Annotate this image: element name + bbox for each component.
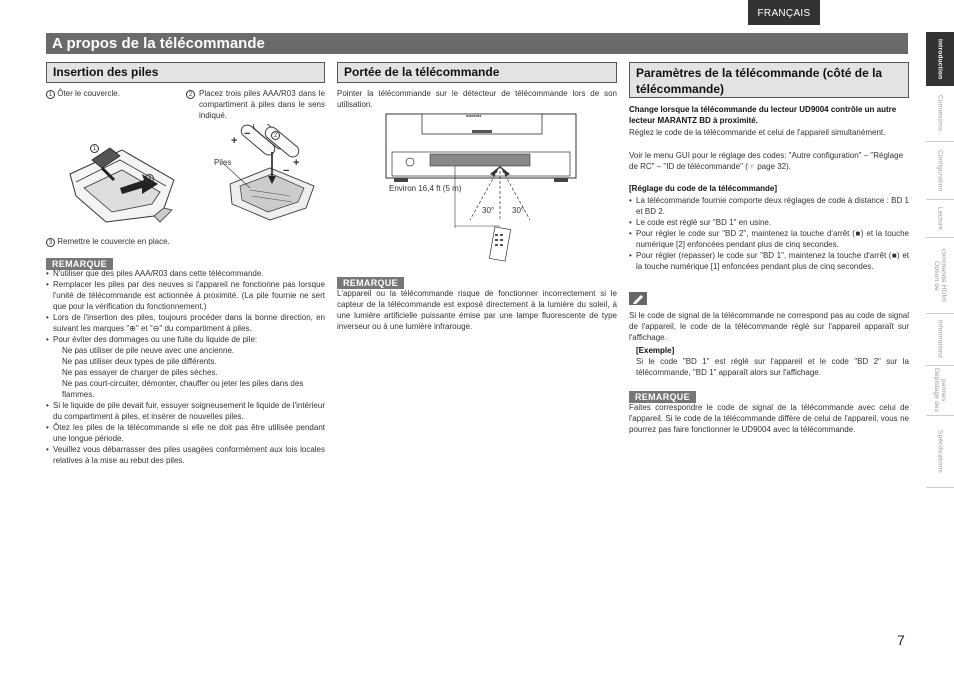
list-item: • Pour régler (repasser) le code sur "BD 1", maintenez la touche d'arrêt (■) et la touche numérique [1] enfoncées pendant plus de cinq secondes.: [629, 250, 909, 272]
nav-item-configuration[interactable]: [926, 142, 954, 200]
section-heading-settings: Paramètres de la télécommande (côté de la télécommande): [629, 62, 909, 98]
list-item: • Lors de l'insertion des piles, toujours procéder dans la bonne direction, en suivant les marques "⊕" et "⊖" du compartiment à piles.: [46, 312, 325, 334]
plus-symbol: +: [293, 157, 300, 169]
nav-item-hdmi[interactable]: [926, 238, 954, 314]
mark-1: 1: [90, 144, 99, 153]
step-2-text: Placez trois piles AAA/R03 dans le compartiment à piles dans le sens indiqué.: [199, 89, 325, 120]
angle-left: 30°: [482, 206, 495, 215]
list-item: • N'utiliser que des piles AAA/R03 dans cette télécommande.: [46, 268, 325, 279]
sub-line: Ne pas essayer de charger de piles sèches.: [62, 368, 218, 377]
nav-label: Option de: [933, 260, 940, 291]
range-label: Environ 16,4 ft (5 m): [389, 184, 462, 193]
list-item: • La télécommande fournie comporte deux réglages de code à distance : BD 1 et BD 2.: [629, 195, 909, 217]
step-number: 2: [186, 90, 195, 99]
nav-label: Dépistage des: [933, 368, 940, 413]
battery-notes: [46, 268, 325, 466]
step-number: 1: [46, 90, 55, 99]
note-label: REMARQUE: [629, 391, 696, 403]
side-navigation: [926, 32, 954, 488]
settings-p2: Voir le menu GUI pour le réglage des codes: "Autre configuration" – "Réglage de RC" – "ID de télécommande" (☞ page 32).: [629, 151, 904, 171]
list-item: • Pour éviter des dommages ou une fuite du liquide de pile:: [46, 334, 325, 345]
plus-symbol: +: [231, 135, 238, 147]
step-text: Remettre le couvercle en place.: [57, 237, 170, 246]
note-label: REMARQUE: [46, 258, 113, 270]
nav-label: Spécifications: [936, 430, 944, 473]
sub-line: Ne pas utiliser de pile neuve avec une ancienne.: [62, 346, 235, 355]
nav-label: Introduction: [936, 38, 944, 80]
settings-p1: Réglez le code de la télécommande et celui de l'appareil simultanément.: [629, 128, 886, 137]
sub-line: Ne pas utiliser deux types de pile différents.: [62, 357, 217, 366]
pencil-icon: [629, 292, 647, 305]
step-text: Ôter le couvercle.: [57, 89, 120, 98]
step-3: [46, 236, 325, 247]
page-number: 7: [897, 632, 905, 648]
nav-item-troubleshooting[interactable]: [926, 366, 954, 416]
list-item: • Remplacer les piles par des neuves si l'appareil ne fonctionne pas lorsque l'unité de télécommande est actionnée à proximité. (La pile fournie ne sert que pour la vérification du fonctionnement.): [46, 279, 325, 312]
note-label: REMARQUE: [337, 277, 404, 289]
tip-text: Si le code de signal de la télécommande ne correspond pas au code de signal de l'appareil, le code de la télécommande réglé sur l'appareil apparaît sur l'affichage.: [629, 311, 909, 342]
angle-right: 30°: [512, 206, 525, 215]
minus-symbol: −: [244, 128, 251, 140]
battery-insertion-illustration: [210, 124, 320, 224]
nav-item-introduction[interactable]: [926, 32, 954, 86]
mark-3: 3: [145, 174, 154, 183]
mark-2: 2: [271, 131, 280, 140]
list-item: • Si le liquide de pile devait fuir, essuyer soigneusement le liquide de l'intérieur du compartiment à piles, et insérer de nouvelles piles.: [46, 400, 325, 422]
section-heading-batteries: Insertion des piles: [46, 62, 325, 83]
example-label: [Exemple]: [636, 346, 675, 355]
list-item: • Veuillez vous débarrasser des piles usagées conformément aux lois locales relatives à la mise au rebut des piles.: [46, 444, 325, 466]
nav-item-specifications[interactable]: [926, 416, 954, 488]
list-item: • Le code est réglé sur "BD 1" en usine.: [629, 217, 909, 228]
nav-label: Lecture: [936, 206, 944, 231]
nav-label: Connexions: [936, 95, 944, 132]
code-subheading: [Réglage du code de la télécommande]: [629, 184, 778, 193]
figure-mark-3: [145, 173, 154, 183]
nav-item-lecture[interactable]: [926, 200, 954, 238]
nav-label: commande HDMI: [940, 248, 947, 303]
remote-cover-illustration: [62, 130, 182, 226]
brand-logo: marantz: [466, 113, 482, 118]
list-item: • Pour régler le code sur "BD 2", maintenez la touche d'arrêt (■) et la touche numérique [2] enfoncées pendant plus de cinq secondes.: [629, 228, 909, 250]
language-tab: FRANÇAIS: [748, 0, 820, 25]
range-intro: Pointer la télécommande sur le détecteur de télécommande lors de son utilisation.: [337, 89, 617, 109]
figure-mark-2: [271, 130, 280, 140]
example-text: Si le code "BD 1" est réglé sur l'appareil et le code "BD 2" sur la télécommande, "BD 1" apparaît alors sur l'affichage.: [636, 357, 909, 377]
nav-label: Configuration: [936, 149, 944, 192]
minus-symbol: −: [283, 165, 290, 177]
settings-bold-intro: Change lorsque la télécommande du lecteur UD9004 contrôle un autre lecteur MARANTZ BD à proximité.: [629, 105, 897, 125]
sub-line: Ne pas court-circuiter, démonter, chauffer ou jeter les piles dans des flammes.: [62, 379, 304, 399]
nav-item-informations[interactable]: [926, 314, 954, 366]
settings-note: Faites correspondre le code de signal de la télécommande avec celui de l'appareil. Si le code de la télécommande diffère de celui de l'appareil, vous ne pourrez pas faire fonctionner le UD9004 avec la télécommande.: [629, 403, 909, 434]
sub-list: [46, 345, 325, 400]
nav-item-connexions[interactable]: [926, 86, 954, 142]
step-number: 3: [46, 238, 55, 247]
nav-label: pannes: [940, 379, 947, 402]
step-2-number: [186, 88, 198, 99]
batteries-label: Piles: [214, 158, 232, 167]
range-note: L'appareil ou la télécommande risque de fonctionner incorrectement si le capteur de la télécommande est exposé directement à la lumière du soleil, à une lumière artificielle puissante émise par une lampe fluorescente de type inverseur ou à une lumière infrarouge.: [337, 289, 617, 331]
page-title: A propos de la télécommande: [46, 33, 908, 54]
nav-label: Informations: [936, 320, 944, 359]
figure-mark-1: [90, 143, 99, 153]
list-item: • Ôtez les piles de la télécommande si elle ne doit pas être utilisée pendant une longue période.: [46, 422, 325, 444]
code-bullets: [629, 195, 909, 272]
step-1: [46, 88, 176, 99]
section-heading-range: Portée de la télécommande: [337, 62, 617, 83]
